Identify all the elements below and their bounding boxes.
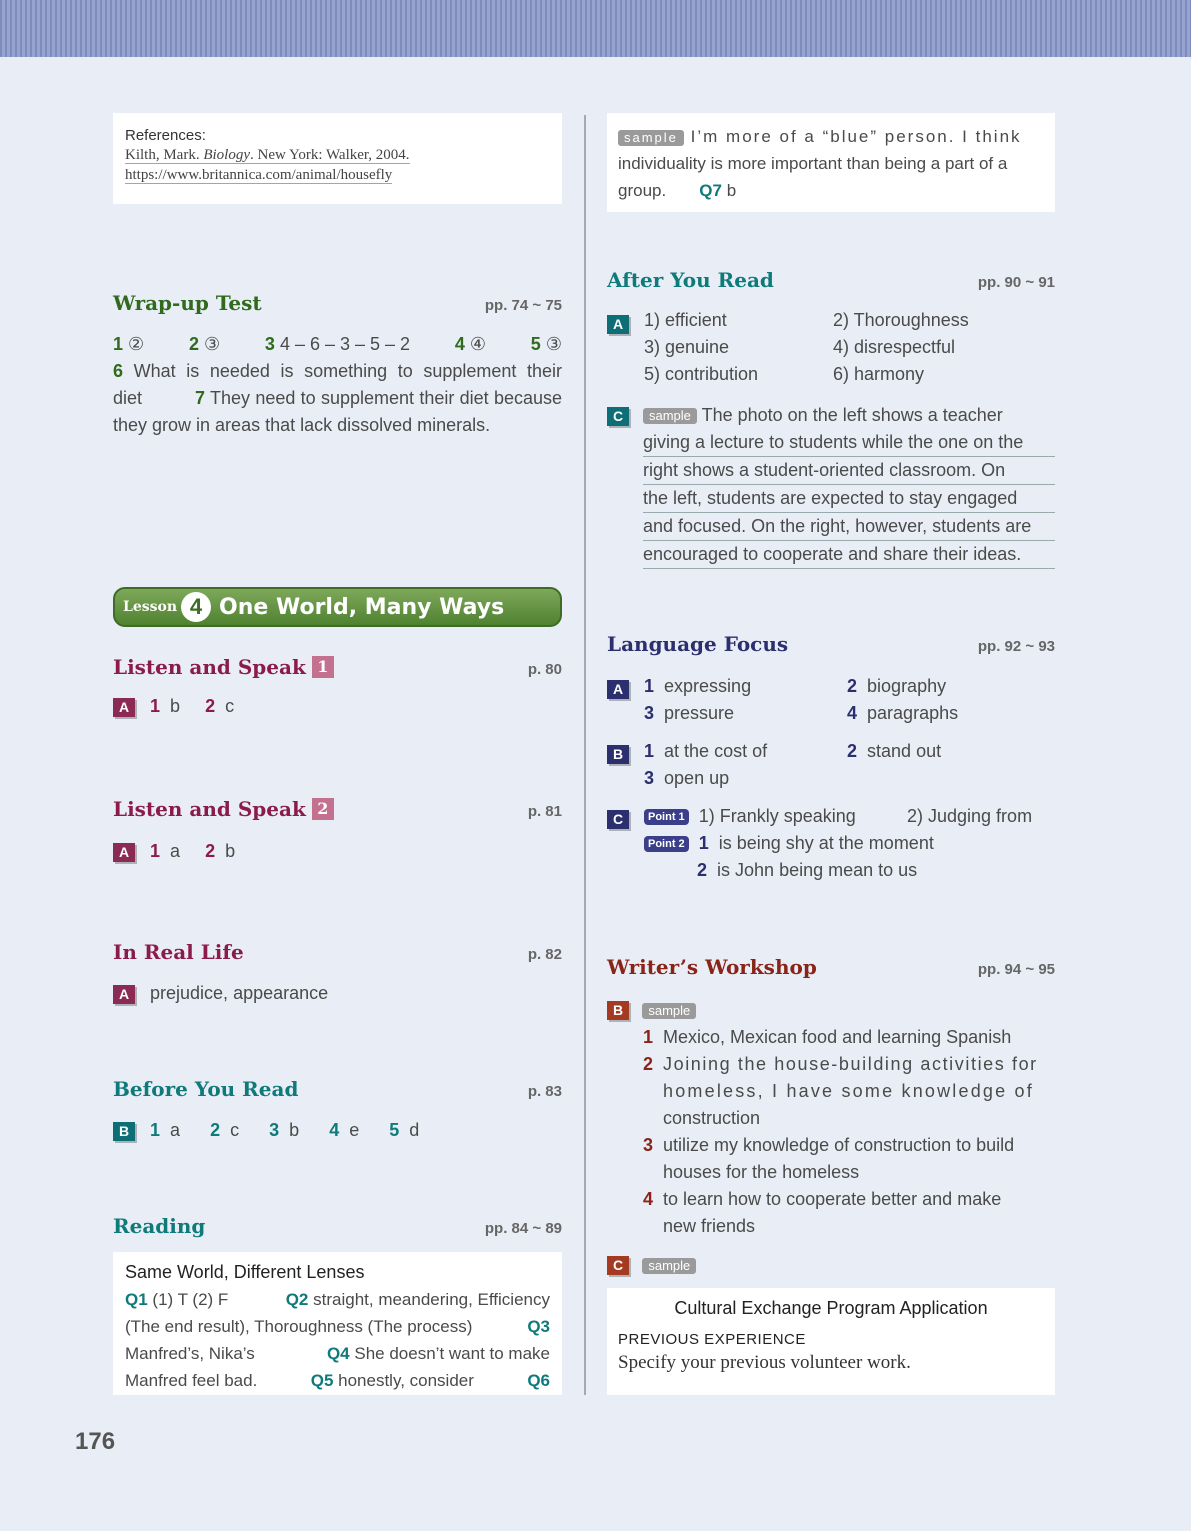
reading-line-3: Manfred’s, Nika’s Q4 She doesn’t want to make <box>125 1344 550 1363</box>
references-box <box>113 113 562 204</box>
lf-title: Language Focus <box>607 632 789 656</box>
ayr-a-1: 1) efficient <box>644 310 727 330</box>
ww-sample-pill-c: sample <box>642 1258 696 1274</box>
ayr-title: After You Read <box>607 268 774 292</box>
reading-line-2: (The end result), Thoroughness (The process) Q3 <box>125 1317 550 1336</box>
ww-sample-pill-b: sample <box>642 1003 696 1019</box>
ls2-badge: A <box>113 843 135 862</box>
lf-a-2: 2 biography <box>847 676 947 696</box>
lf-c-point2: Point 2 1 is being shy at the moment <box>644 833 934 854</box>
lesson-banner <box>113 587 562 627</box>
ww-item-4: 4 to learn how to cooperate better and make new friends <box>643 1189 1002 1236</box>
ayr-c-line-5: and focused. On the right, however, students are <box>643 513 1055 541</box>
lf-header <box>607 632 1055 656</box>
ayr-a-5: 5) contribution <box>644 364 759 384</box>
sample-line-2: individuality is more important than being a part of a <box>618 154 1008 173</box>
ayr-sample-pill: sample <box>643 408 697 424</box>
lf-pages: pp. 92 ~ 93 <box>977 638 1055 655</box>
wrapup-header <box>113 291 562 315</box>
reference-line-1: Kilth, Mark. Biology. New York: Walker, 2004. <box>125 147 410 163</box>
lf-badge-b: B <box>607 745 629 764</box>
wrapup-row-1: 1 ② 2 ③ 3 4 – 6 – 3 – 5 – 2 4 ④ 5 ③ <box>113 334 562 354</box>
ls1-title: Listen and Speak <box>113 655 306 679</box>
lf-b-1: 1 at the cost of <box>644 741 768 761</box>
reading-title: Reading <box>113 1214 206 1238</box>
ayr-c-line-1: sample The photo on the left shows a teacher <box>643 402 1055 429</box>
sample-line-1: sample I’m more of a “blue” person. I think <box>618 123 1044 150</box>
ayr-c-line-4: the left, students are expected to stay engaged <box>643 485 1055 513</box>
lf-b-2: 2 stand out <box>847 741 942 761</box>
lesson-number: 4 <box>181 592 211 622</box>
top-decorative-band <box>0 0 1191 57</box>
lf-c-point1: Point 1 1) Frankly speaking <box>644 806 856 827</box>
ayr-a-6: 6) harmony <box>833 364 925 384</box>
lf-badge-a: A <box>607 680 629 699</box>
page-number: 176 <box>75 1428 116 1455</box>
irl-title: In Real Life <box>113 940 244 964</box>
form-title: Cultural Exchange Program Application <box>674 1298 988 1318</box>
ayr-a-3: 3) genuine <box>644 337 730 357</box>
application-form-box <box>607 1288 1055 1395</box>
ayr-badge-a: A <box>607 315 629 334</box>
lesson-title: One World, Many Ways <box>219 594 505 620</box>
ls1-pages: p. 80 <box>527 661 562 678</box>
wrapup-pages: pp. 74 ~ 75 <box>484 297 562 314</box>
ww-header <box>607 955 1055 979</box>
reference-line-2: https://www.britannica.com/animal/housefly <box>125 167 393 183</box>
ls1-header <box>113 655 562 679</box>
sample-line-3: group. Q7 b <box>618 181 737 200</box>
form-prompt: Specify your previous volunteer work. <box>618 1352 911 1373</box>
lf-c-point2-2: 2 is John being mean to us <box>697 860 918 880</box>
ayr-a-2: 2) Thoroughness <box>833 310 969 330</box>
ww-title: Writer’s Workshop <box>607 955 817 979</box>
point2-pill: Point 2 <box>644 836 689 852</box>
ww-c-label <box>607 1256 696 1275</box>
ayr-c-line-6: encouraged to cooperate and share their ideas. <box>643 541 1055 569</box>
lf-a-4: 4 paragraphs <box>847 703 959 723</box>
ww-item-1: 1 Mexico, Mexican food and learning Spanish <box>643 1027 1012 1047</box>
ls2-answers: A 1 a 2 b <box>113 841 235 862</box>
references-heading: References: <box>125 127 206 144</box>
wrapup-title: Wrap-up Test <box>113 291 262 315</box>
byr-title: Before You Read <box>113 1077 299 1101</box>
ww-badge-c: C <box>607 1256 629 1275</box>
lesson-word: Lesson <box>123 599 178 615</box>
irl-answers: A prejudice, appearance <box>113 983 328 1004</box>
ls2-number-box: 2 <box>312 798 334 820</box>
ls1-badge: A <box>113 698 135 717</box>
lf-badge-c: C <box>607 810 629 829</box>
ww-pages: pp. 94 ~ 95 <box>977 961 1055 978</box>
form-section-label: PREVIOUS EXPERIENCE <box>618 1331 806 1348</box>
irl-badge: A <box>113 985 135 1004</box>
point1-pill: Point 1 <box>644 809 689 825</box>
byr-header <box>113 1077 562 1101</box>
reading-line-1: Q1 (1) T (2) F Q2 straight, meandering, Efficiency <box>125 1290 550 1309</box>
ww-item-2: 2 Joining the house-building activities for homeless, I have some knowledge of construction <box>643 1054 1038 1128</box>
irl-pages: p. 82 <box>527 946 562 963</box>
lf-c-point1-b: 2) Judging from <box>907 806 1033 826</box>
ls1-number-box: 1 <box>312 656 334 678</box>
lf-a-1: 1 expressing <box>644 676 752 696</box>
irl-header <box>113 940 562 964</box>
ww-item-3: 3 utilize my knowledge of construction to build houses for the homeless <box>643 1135 1015 1182</box>
ww-b-label <box>607 1001 696 1020</box>
wrapup-row-2: 6 What is needed is something to supplement their diet 7 They need to supplement their diet because they grow in areas that lack dissolved minerals. <box>113 361 562 435</box>
reading-line-4: Manfred feel bad. Q5 honestly, consider Q6 <box>125 1371 550 1390</box>
reading-box-title: Same World, Different Lenses <box>125 1262 365 1282</box>
ayr-header <box>607 268 1055 292</box>
lf-a-3: 3 pressure <box>644 703 735 723</box>
ayr-c-answer <box>643 402 1055 569</box>
sample-answer-box <box>607 113 1055 212</box>
reading-header <box>113 1214 562 1238</box>
byr-pages: p. 83 <box>527 1083 562 1100</box>
ls2-pages: p. 81 <box>527 803 562 820</box>
byr-answers: B 1 a 2 c 3 b 4 e 5 d <box>113 1120 419 1141</box>
lf-b-3: 3 open up <box>644 768 730 788</box>
ayr-c-line-3: right shows a student-oriented classroom. On <box>643 457 1055 485</box>
column-divider <box>584 115 586 1395</box>
ayr-c-line-2: giving a lecture to students while the one on the <box>643 429 1055 457</box>
ww-badge-b: B <box>607 1001 629 1020</box>
reading-box <box>113 1252 562 1395</box>
ayr-badge-c: C <box>607 407 629 426</box>
ayr-pages: pp. 90 ~ 91 <box>977 274 1055 291</box>
wrapup-answers <box>113 331 562 439</box>
ls1-answers: A 1 b 2 c <box>113 696 234 717</box>
byr-badge: B <box>113 1122 135 1141</box>
ayr-a-4: 4) disrespectful <box>833 337 956 357</box>
reading-pages: pp. 84 ~ 89 <box>484 1220 562 1237</box>
ls2-header <box>113 797 562 821</box>
ww-b-list <box>643 1024 1055 1240</box>
sample-pill: sample <box>618 130 684 146</box>
ls2-title: Listen and Speak <box>113 797 306 821</box>
